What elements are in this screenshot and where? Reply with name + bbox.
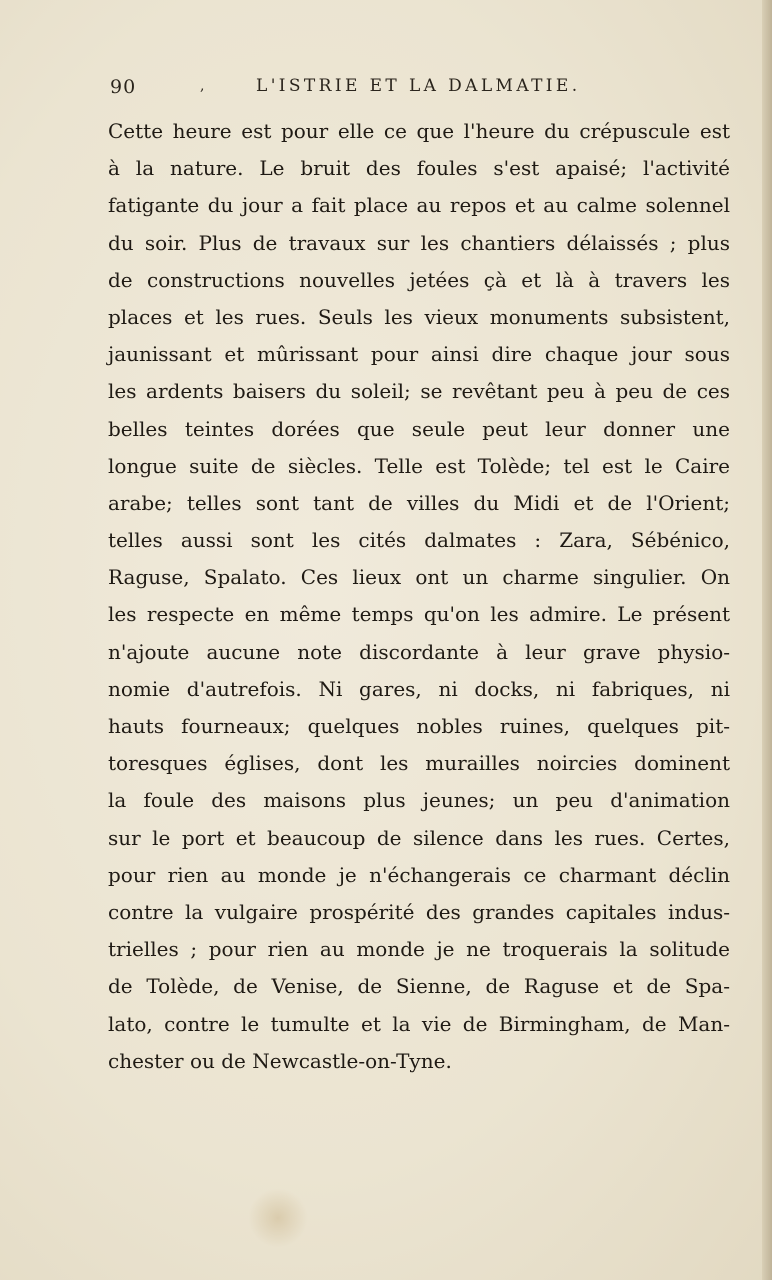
page-header — [110, 76, 730, 102]
body-text — [108, 113, 730, 1080]
text-line: places et les rues. Seuls les vieux monuments subsistent, — [108, 304, 730, 329]
text-line: de Tolède, de Venise, de Sienne, de Raguse et de Spa- — [108, 974, 730, 999]
text-line: à la nature. Le bruit des foules s'est apaisé; l'activité — [108, 156, 730, 181]
text-line: arabe; telles sont tant de villes du Midi et de l'Orient; — [108, 490, 730, 515]
text-line: n'ajoute aucune note discordante à leur grave physio- — [108, 639, 730, 664]
text-line: longue suite de siècles. Telle est Tolède; tel est le Caire — [108, 453, 730, 478]
text-line: fatigante du jour a fait place au repos et au calme solennel — [108, 193, 730, 218]
text-line: hauts fourneaux; quelques nobles ruines, quelques pit- — [108, 714, 730, 738]
header-mark: , — [200, 78, 205, 94]
paper-stain — [248, 1188, 308, 1248]
text-line: de constructions nouvelles jetées çà et là à travers les — [108, 267, 730, 292]
text-line: trielles ; pour rien au monde je ne troquerais la solitude — [108, 937, 730, 962]
text-line: Cette heure est pour elle ce que l'heure du crépuscule est — [108, 119, 730, 143]
text-line: contre la vulgaire prospérité des grandes capitales indus- — [108, 899, 730, 924]
text-line: nomie d'autrefois. Ni gares, ni docks, ni fabriques, ni — [108, 676, 730, 701]
text-line: belles teintes dorées que seule peut leur donner une — [108, 416, 730, 441]
text-line: toresques églises, dont les murailles noircies dominent — [108, 751, 730, 776]
text-line: la foule des maisons plus jeunes; un peu d'animation — [108, 788, 730, 813]
text-line: jaunissant et mûrissant pour ainsi dire chaque jour sous — [108, 342, 730, 367]
text-line: telles aussi sont les cités dalmates : Zara, Sébénico, — [108, 528, 730, 553]
text-line: les ardents baisers du soleil; se revêtant peu à peu de ces — [108, 379, 730, 404]
page-number: 90 — [110, 76, 137, 98]
text-line: Raguse, Spalato. Ces lieux ont un charme singulier. On — [108, 565, 730, 590]
text-line: lato, contre le tumulte et la vie de Birmingham, de Man- — [108, 1011, 730, 1036]
text-line-last: chester ou de Newcastle-on-Tyne. — [108, 1048, 452, 1073]
text-line: les respecte en même temps qu'on les admire. Le présent — [108, 602, 730, 627]
text-line: du soir. Plus de travaux sur les chantiers délaissés ; plus — [108, 230, 730, 255]
running-title: L'ISTRIE ET LA DALMATIE. — [256, 76, 581, 96]
text-line: pour rien au monde je n'échangerais ce charmant déclin — [108, 862, 730, 887]
page-edge-shadow — [762, 0, 772, 1280]
text-line: sur le port et beaucoup de silence dans les rues. Certes, — [108, 825, 730, 850]
